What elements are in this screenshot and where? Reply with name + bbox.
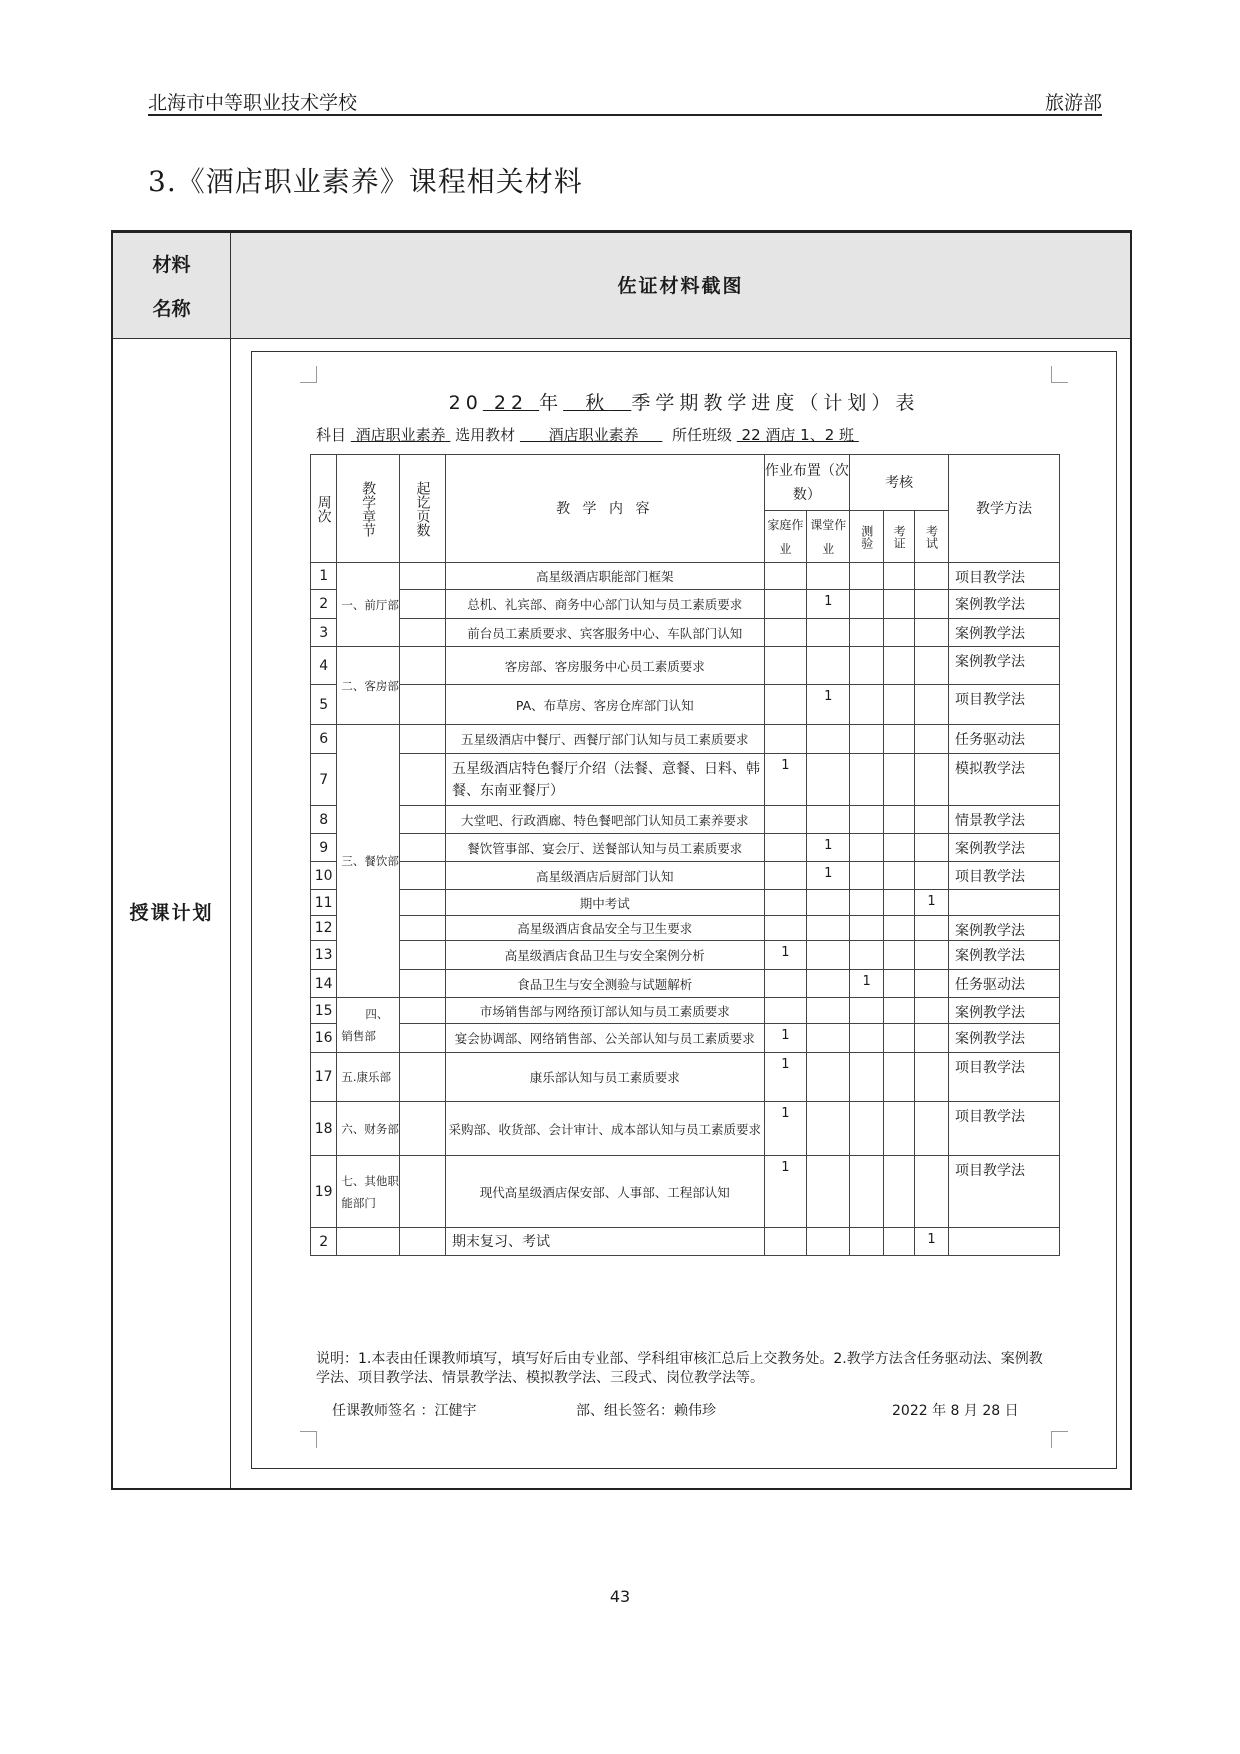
method-cell: 项目教学法 xyxy=(949,1053,1060,1102)
exam-cell xyxy=(914,1024,948,1053)
content-cell: 高星级酒店食品卫生与安全案例分析 xyxy=(446,941,764,970)
content-cell: 餐饮管事部、宴会厅、送餐部认知与员工素质要求 xyxy=(446,834,764,862)
chapter-label: 四、 xyxy=(365,1007,389,1021)
column-divider xyxy=(230,233,231,1488)
content-cell: 五星级酒店特色餐厅介绍（法餐、意餐、日料、韩餐、东南亚餐厅） xyxy=(446,754,764,806)
pages-cell xyxy=(399,941,445,970)
exam-cell: 1 xyxy=(914,890,948,916)
cert-cell xyxy=(884,1053,915,1102)
pages-cell xyxy=(399,916,445,941)
table-row xyxy=(311,806,1060,834)
method-cell: 案例教学法 xyxy=(949,590,1060,619)
home-cell xyxy=(764,590,807,619)
quiz-cell xyxy=(850,754,884,806)
pages-cell xyxy=(399,754,445,806)
cls-cell xyxy=(807,970,850,998)
crop-mark-tl xyxy=(300,366,317,383)
exam-cell xyxy=(914,685,948,725)
cert-cell xyxy=(884,890,915,916)
table-row xyxy=(311,998,1060,1024)
cert-cell xyxy=(884,685,915,725)
plan-title-prefix: 20 xyxy=(448,392,483,414)
table-row xyxy=(311,1156,1060,1228)
cert-cell xyxy=(884,1024,915,1053)
home-cell: 1 xyxy=(764,1156,807,1228)
method-cell: 案例教学法 xyxy=(949,1024,1060,1053)
quiz-cell xyxy=(850,563,884,590)
plan-title xyxy=(252,388,1116,415)
cert-cell xyxy=(884,916,915,941)
th-quiz: 测验 xyxy=(850,511,884,563)
table-row xyxy=(311,619,1060,647)
week-cell: 13 xyxy=(311,941,337,970)
th-week: 周次 xyxy=(311,455,337,563)
th-classwork: 课堂作业 xyxy=(807,511,850,563)
cls-cell xyxy=(807,754,850,806)
table-row xyxy=(311,941,1060,970)
exam-cell xyxy=(914,754,948,806)
pages-cell xyxy=(399,970,445,998)
cert-cell xyxy=(884,725,915,754)
home-cell xyxy=(764,725,807,754)
method-cell: 任务驱动法 xyxy=(949,970,1060,998)
content-cell: 康乐部认知与员工素质要求 xyxy=(446,1053,764,1102)
cert-cell xyxy=(884,998,915,1024)
method-cell: 项目教学法 xyxy=(949,685,1060,725)
quiz-cell xyxy=(850,1053,884,1102)
content-cell: 五星级酒店中餐厅、西餐厅部门认知与员工素质要求 xyxy=(446,725,764,754)
pages-cell xyxy=(399,1228,445,1256)
header-dept: 旅游部 xyxy=(1044,92,1102,114)
week-cell: 14 xyxy=(311,970,337,998)
exam-cell xyxy=(914,941,948,970)
col-header-line1: 材料 xyxy=(152,254,191,276)
home-cell xyxy=(764,685,807,725)
method-cell: 任务驱动法 xyxy=(949,725,1060,754)
method-cell: 案例教学法 xyxy=(949,998,1060,1024)
method-cell: 案例教学法 xyxy=(949,647,1060,685)
method-cell: 案例教学法 xyxy=(949,916,1060,941)
leader-signature: 部、组长签名：赖伟珍 xyxy=(576,1403,716,1419)
week-cell: 11 xyxy=(311,890,337,916)
header-school: 北海市中等职业技术学校 xyxy=(148,92,358,114)
table-row xyxy=(311,647,1060,685)
evidence-screenshot xyxy=(251,351,1117,1469)
chapter-cell xyxy=(337,1228,400,1256)
cls-cell: 1 xyxy=(807,685,850,725)
plan-title-year-suffix: 年 xyxy=(539,392,564,414)
week-cell: 17 xyxy=(311,1053,337,1102)
chapter-cell: 七、其他职能部门 xyxy=(337,1156,400,1228)
col-header-evidence: 佐证材料截图 xyxy=(617,275,744,297)
th-method: 教学方法 xyxy=(949,455,1060,563)
pages-cell xyxy=(399,862,445,890)
quiz-cell xyxy=(850,1102,884,1156)
home-cell xyxy=(764,647,807,685)
pages-cell xyxy=(399,1053,445,1102)
cert-cell xyxy=(884,619,915,647)
th-pages: 起讫页数 xyxy=(399,455,445,563)
week-cell: 3 xyxy=(311,619,337,647)
pages-cell xyxy=(399,619,445,647)
home-cell xyxy=(764,806,807,834)
week-cell: 18 xyxy=(311,1102,337,1156)
pages-cell xyxy=(399,725,445,754)
cert-cell xyxy=(884,563,915,590)
table-row xyxy=(311,725,1060,754)
exam-cell xyxy=(914,862,948,890)
week-cell: 12 xyxy=(311,916,337,941)
cls-cell xyxy=(807,998,850,1024)
exam-cell xyxy=(914,725,948,754)
week-cell: 10 xyxy=(311,862,337,890)
content-cell: 宴会协调部、网络销售部、公关部认知与员工素质要求 xyxy=(446,1024,764,1053)
method-cell: 项目教学法 xyxy=(949,563,1060,590)
quiz-cell xyxy=(850,806,884,834)
cert-cell xyxy=(884,647,915,685)
quiz-cell xyxy=(850,647,884,685)
page-number: 43 xyxy=(609,1587,631,1606)
exam-cell xyxy=(914,1156,948,1228)
exam-cell xyxy=(914,970,948,998)
home-cell: 1 xyxy=(764,1024,807,1053)
home-cell xyxy=(764,890,807,916)
content-cell: 前台员工素质要求、宾客服务中心、车队部门认知 xyxy=(446,619,764,647)
content-cell: 期中考试 xyxy=(446,890,764,916)
plan-note: 说明：1.本表由任课教师填写，填写好后由专业部、学科组审核汇总后上交教务处。2.教学方法含任务驱动法、案例教学法、项目教学法、情景教学法、模拟教学法、三段式、岗位教学法等。 xyxy=(316,1351,1043,1386)
week-cell: 19 xyxy=(311,1156,337,1228)
cls-cell xyxy=(807,1156,850,1228)
quiz-cell xyxy=(850,1156,884,1228)
home-cell xyxy=(764,998,807,1024)
signature-date: 2022 年 8 月 28 日 xyxy=(892,1403,1019,1419)
quiz-cell xyxy=(850,590,884,619)
home-cell xyxy=(764,862,807,890)
plan-title-season: 秋 xyxy=(585,392,610,414)
cls-cell xyxy=(807,1053,850,1102)
pages-cell xyxy=(399,590,445,619)
exam-cell xyxy=(914,1102,948,1156)
chapter-cell xyxy=(337,998,400,1053)
home-cell xyxy=(764,970,807,998)
col-header-material xyxy=(113,243,230,331)
home-cell xyxy=(764,619,807,647)
exam-cell xyxy=(914,916,948,941)
quiz-cell xyxy=(850,941,884,970)
method-cell: 案例教学法 xyxy=(949,834,1060,862)
material-table xyxy=(111,230,1132,1490)
pages-cell xyxy=(399,998,445,1024)
home-cell: 1 xyxy=(764,754,807,806)
pages-cell xyxy=(399,563,445,590)
table-row xyxy=(311,970,1060,998)
table-row xyxy=(311,890,1060,916)
textbook-value: 酒店职业素养 xyxy=(548,426,639,444)
exam-cell xyxy=(914,1053,948,1102)
crop-mark-bl xyxy=(300,1431,317,1448)
pages-cell xyxy=(399,647,445,685)
content-cell: 高星级酒店食品安全与卫生要求 xyxy=(446,916,764,941)
home-cell xyxy=(764,916,807,941)
class-label: 所任班级 xyxy=(671,426,732,444)
cert-cell xyxy=(884,1228,915,1256)
cert-cell xyxy=(884,970,915,998)
week-cell: 5 xyxy=(311,685,337,725)
cls-cell xyxy=(807,806,850,834)
th-exam: 考试 xyxy=(914,511,948,563)
method-cell: 项目教学法 xyxy=(949,862,1060,890)
pages-cell xyxy=(399,1024,445,1053)
table-row xyxy=(311,916,1060,941)
home-cell xyxy=(764,1228,807,1256)
subject-label: 科目 xyxy=(316,426,347,444)
pages-cell xyxy=(399,685,445,725)
cert-cell xyxy=(884,754,915,806)
cert-cell xyxy=(884,834,915,862)
chapter-cell: 二、客房部 xyxy=(337,647,400,725)
home-cell: 1 xyxy=(764,1102,807,1156)
table-row xyxy=(311,590,1060,619)
col-header-line2: 名称 xyxy=(152,298,191,320)
quiz-cell xyxy=(850,685,884,725)
method-cell: 情景教学法 xyxy=(949,806,1060,834)
table-row xyxy=(311,1053,1060,1102)
week-cell: 2 xyxy=(311,590,337,619)
content-cell: 客房部、客房服务中心员工素质要求 xyxy=(446,647,764,685)
chapter-cell: 六、财务部 xyxy=(337,1102,400,1156)
class-value: 22 酒店 1、2 班 xyxy=(741,426,855,444)
plan-info xyxy=(316,424,859,445)
table-row xyxy=(311,1228,1060,1256)
th-content: 教 学 内 容 xyxy=(446,455,764,563)
cls-cell: 1 xyxy=(807,590,850,619)
week-cell: 7 xyxy=(311,754,337,806)
table-row xyxy=(311,685,1060,725)
quiz-cell xyxy=(850,862,884,890)
content-cell: 高星级酒店后厨部门认知 xyxy=(446,862,764,890)
week-cell: 2 xyxy=(311,1228,337,1256)
teaching-plan-table xyxy=(310,454,1060,1256)
home-cell xyxy=(764,563,807,590)
exam-cell xyxy=(914,590,948,619)
home-cell: 1 xyxy=(764,1053,807,1102)
quiz-cell xyxy=(850,725,884,754)
content-cell: 食品卫生与安全测验与试题解析 xyxy=(446,970,764,998)
pages-cell xyxy=(399,834,445,862)
chapter-cell: 三、餐饮部 xyxy=(337,725,400,998)
plan-title-year: 22 xyxy=(493,392,529,414)
week-cell: 16 xyxy=(311,1024,337,1053)
cls-cell xyxy=(807,619,850,647)
cls-cell xyxy=(807,1228,850,1256)
method-cell: 模拟教学法 xyxy=(949,754,1060,806)
crop-mark-tr xyxy=(1051,366,1068,383)
header-divider xyxy=(148,114,1102,116)
exam-cell xyxy=(914,834,948,862)
th-assess: 考核 xyxy=(850,455,949,511)
exam-cell xyxy=(914,806,948,834)
chapter-cell: 五.康乐部 xyxy=(337,1053,400,1102)
cls-cell xyxy=(807,1102,850,1156)
row-label-teaching-plan: 授课计划 xyxy=(129,902,214,924)
exam-cell xyxy=(914,563,948,590)
teacher-signature: 任课教师签名 ：江健宇 xyxy=(332,1403,477,1419)
quiz-cell xyxy=(850,1228,884,1256)
method-cell xyxy=(949,1228,1060,1256)
cls-cell xyxy=(807,725,850,754)
cert-cell xyxy=(884,590,915,619)
week-cell: 9 xyxy=(311,834,337,862)
cert-cell xyxy=(884,941,915,970)
cert-cell xyxy=(884,806,915,834)
exam-cell xyxy=(914,998,948,1024)
cert-cell xyxy=(884,862,915,890)
week-cell: 8 xyxy=(311,806,337,834)
cert-cell xyxy=(884,1156,915,1228)
content-cell: 期末复习、考试 xyxy=(446,1228,764,1256)
quiz-cell xyxy=(850,916,884,941)
table-row xyxy=(311,754,1060,806)
crop-mark-br xyxy=(1051,1431,1068,1448)
week-cell: 1 xyxy=(311,563,337,590)
exam-cell xyxy=(914,619,948,647)
week-cell: 6 xyxy=(311,725,337,754)
exam-cell: 1 xyxy=(914,1228,948,1256)
table-row xyxy=(311,862,1060,890)
cls-cell xyxy=(807,563,850,590)
week-cell: 4 xyxy=(311,647,337,685)
pages-cell xyxy=(399,890,445,916)
week-cell: 15 xyxy=(311,998,337,1024)
table-row xyxy=(311,1024,1060,1053)
plan-body xyxy=(311,563,1060,1256)
home-cell: 1 xyxy=(764,941,807,970)
quiz-cell xyxy=(850,998,884,1024)
pages-cell xyxy=(399,1156,445,1228)
subject-value: 酒店职业素养 xyxy=(355,426,446,444)
page-title: 3.《酒店职业素养》课程相关材料 xyxy=(148,165,583,198)
table-header-row xyxy=(113,233,1130,339)
quiz-cell xyxy=(850,890,884,916)
plan-title-suffix: 季学期教学进度（计划）表 xyxy=(631,392,920,414)
quiz-cell: 1 xyxy=(850,970,884,998)
content-cell: 高星级酒店职能部门框架 xyxy=(446,563,764,590)
content-cell: 总机、礼宾部、商务中心部门认知与员工素质要求 xyxy=(446,590,764,619)
quiz-cell xyxy=(850,619,884,647)
content-cell: 现代高星级酒店保安部、人事部、工程部认知 xyxy=(446,1156,764,1228)
cls-cell xyxy=(807,941,850,970)
content-cell: 采购部、收货部、会计审计、成本部认知与员工素质要求 xyxy=(446,1102,764,1156)
th-chapter: 教学章节 xyxy=(337,455,400,563)
content-cell: PA、布草房、客房仓库部门认知 xyxy=(446,685,764,725)
pages-cell xyxy=(399,1102,445,1156)
method-cell: 案例教学法 xyxy=(949,941,1060,970)
cert-cell xyxy=(884,1102,915,1156)
chapter-cell: 一、前厅部 xyxy=(337,563,400,647)
method-cell: 案例教学法 xyxy=(949,619,1060,647)
cls-cell: 1 xyxy=(807,834,850,862)
quiz-cell xyxy=(850,834,884,862)
th-homework: 作业布置（次数） xyxy=(764,455,850,511)
home-cell xyxy=(764,834,807,862)
table-row xyxy=(311,1102,1060,1156)
method-cell: 项目教学法 xyxy=(949,1102,1060,1156)
pages-cell xyxy=(399,806,445,834)
content-cell: 大堂吧、行政酒廊、特色餐吧部门认知员工素养要求 xyxy=(446,806,764,834)
th-cert: 考证 xyxy=(884,511,915,563)
content-cell: 市场销售部与网络预订部认知与员工素质要求 xyxy=(446,998,764,1024)
method-cell: 项目教学法 xyxy=(949,1156,1060,1228)
quiz-cell xyxy=(850,1024,884,1053)
method-cell xyxy=(949,890,1060,916)
cls-cell xyxy=(807,647,850,685)
cls-cell xyxy=(807,1024,850,1053)
table-row xyxy=(311,563,1060,590)
cls-cell xyxy=(807,890,850,916)
th-home: 家庭作业 xyxy=(764,511,807,563)
cls-cell xyxy=(807,916,850,941)
chapter-label: 销售部 xyxy=(341,1029,376,1043)
textbook-label: 选用教材 xyxy=(455,426,516,444)
exam-cell xyxy=(914,647,948,685)
table-row xyxy=(311,834,1060,862)
cls-cell: 1 xyxy=(807,862,850,890)
